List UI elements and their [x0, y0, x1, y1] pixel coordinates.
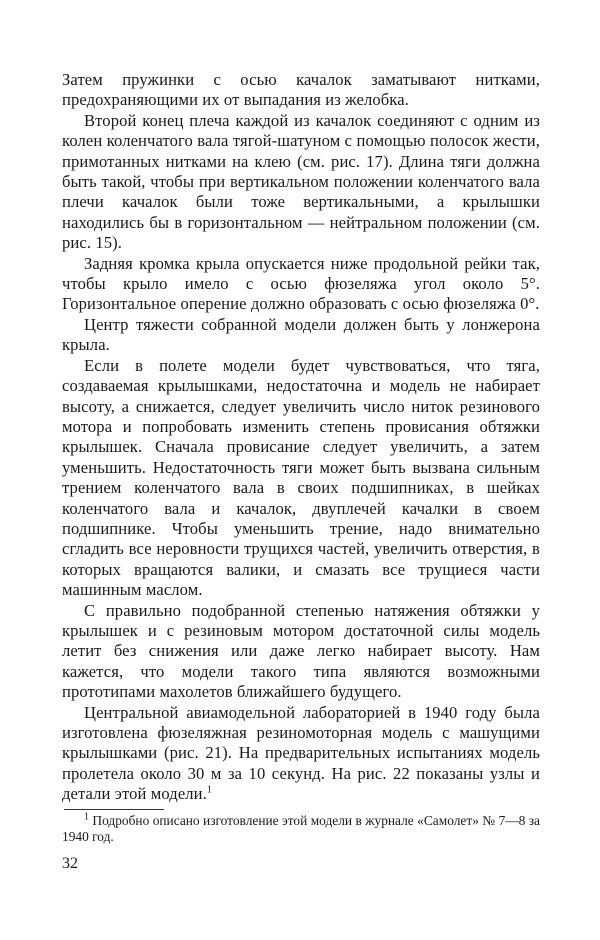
page-number: 32: [62, 855, 78, 872]
footnote-mark: 1: [84, 811, 89, 823]
paragraph-7: [62, 703, 540, 805]
paragraph-6: С правильно подобранной степенью натяжения обтяжки у крылышек и с резиновым мотором достаточной силы модель летит без снижения или даже легко набирает высоту. Нам кажется, что модели такого типа являются возможными прототипами махолетов ближайшего будущего.: [62, 600, 540, 702]
paragraph-1: Затем пружинки с осью качалок заматывают нитками, предохраняющими их от выпадания из желобка.: [62, 70, 540, 110]
page-body: [62, 70, 540, 845]
paragraph-3: Задняя кромка крыла опускается ниже продольной рейки так, чтобы крыло имело с осью фюзеляжа угол около 5°. Горизонтальное оперение должно образовать с осью фюзеляжа 0°.: [62, 253, 540, 314]
paragraph-7-text: Центральной авиамодельной лабораторией в 1940 году была изготовлена фюзеляжная резиномоторная модель с машущими крылышками (рис. 21). На предварительных испытаниях модель пролетела около 30 м за 10 секунд. На рис. 22 показаны узлы и детали этой модели.: [62, 702, 540, 804]
paragraph-4: Центр тяжести собранной модели должен быть у лонжерона крыла.: [62, 314, 540, 355]
paragraph-5: Если в полете модели будет чувствоваться, что тяга, создаваемая крылышками, недостаточна и модель не набирает высоту, а снижается, следует увеличить число ниток резинового мотора и попробовать изменить степень провисания обтяжки крылышек. Сначала провисание следует увеличить, а затем уменьшить. Недостаточность тяги может быть вызвана сильным трением коленчатого вала в своих подшипниках, в шейках коленчатого вала и качалок, двуплечей качалки в своем подшипнике. Чтобы уменьшить трение, надо внимательно сгладить все неровности трущихся частей, увеличить отверстия, в которых вращаются валики, и смазать все трущиеся части машинным маслом.: [62, 355, 540, 600]
paragraph-2: Второй конец плеча каждой из качалок соединяют с одним из колен коленчатого вала тягой-шатуном с помощью полосок жести, примотанных нитками на клею (см. рис. 17). Длина тяги должна быть такой, чтобы при вертикальном положении коленчатого вала плечи качалок были тоже вертикальными, а крылышки находились бы в горизонтальном — нейтральном положении (см. рис. 15).: [62, 110, 540, 253]
footnote: [62, 813, 540, 845]
footnote-text: Подробно описано изготовление этой модели в журнале «Самолет» № 7—8 за 1940 год.: [62, 812, 540, 844]
footnote-reference: 1: [206, 784, 213, 796]
footnote-divider: [64, 809, 164, 810]
